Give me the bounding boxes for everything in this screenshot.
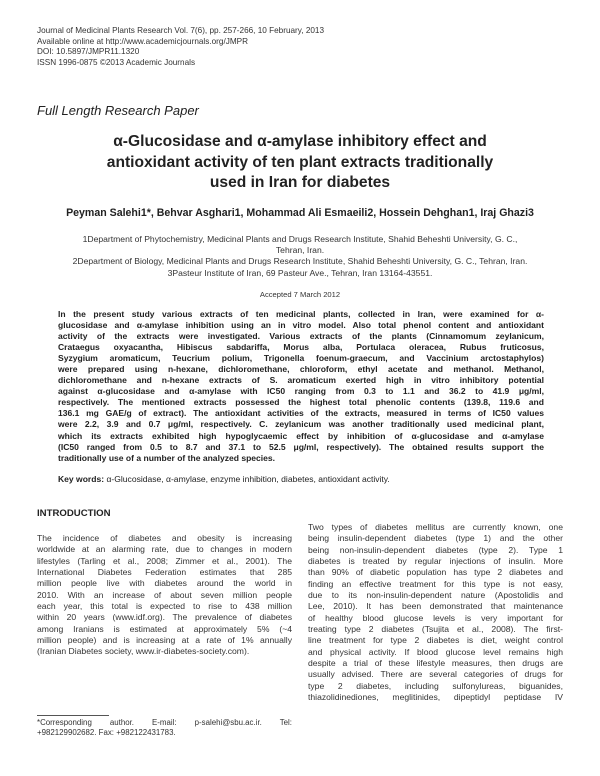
keywords (58, 474, 544, 484)
affiliation-line: 3Pasteur Institute of Iran, 69 Pasteur Ave., Tehran, Iran 13164-43551. (167, 267, 433, 278)
body-line: treating type 2 diabetes (Tsujita et al., 2008). The first- (308, 624, 563, 635)
abstract-line: activity of the extracts were investigated. Various extracts of the plants (Cinnamomum zeylanicum, (58, 331, 544, 342)
section-heading-introduction: INTRODUCTION (37, 508, 111, 519)
body-line: within 20 years (www.idf.org). The prevalence of diabetes (37, 612, 292, 623)
body-line: despite a trial of these lifestyle measures, then drugs are (308, 658, 563, 669)
body-line: usually advised. There are several categories of drugs for (308, 669, 563, 680)
right-column-text (308, 522, 563, 704)
abstract-line: glucosidase and α-amylase inhibition using an in vitro model. Also total phenol content and antioxidant (58, 320, 544, 331)
footnote-line: +982129902682. Fax: +982122431783. (37, 728, 176, 738)
keywords-label: Key words: (58, 474, 105, 484)
abstract-line: were prepared using n-hexane, dichloromethane, chloroform, ethyl acetate and methanol. Methanol, (58, 364, 544, 375)
abstract-line: (IC50 ranged from 0.5 to 8.7 and 37.1 to 52.5 μg/ml, respectively). The obtained results support the (58, 441, 544, 452)
abstract-line: against α-glucosidase and α-amylase with IC50 ranging from 0.3 to 1.1 and 36.2 to 41.9 μg/ml, (58, 386, 544, 397)
body-line: being insulin-dependent diabetes (type 1) and the other (308, 533, 563, 544)
body-line: 2010. With an increase of about seven million people (37, 589, 292, 600)
abstract (58, 309, 544, 464)
body-line: Lee, 2010). It has been demonstrated that maintenance (308, 601, 563, 612)
body-line: million people live with diabetes around the world in (37, 578, 292, 589)
body-line: thiazolidinediones, meglitinides, dipeptidyl peptidase IV (308, 692, 563, 703)
affiliation-line: 2Department of Biology, Medicinal Plants and Drugs Research Institute, Shahid Beheshti University, G. C., Tehran, Iran. (72, 256, 528, 267)
body-line: worldwide at an alarming rate, due to changes in modern (37, 544, 292, 555)
affiliation-line: Tehran, Iran. (275, 245, 325, 256)
header-line: Available online at http://www.academicjournals.org/JMPR (37, 36, 249, 46)
body-line: each year, this total is expected to rise to 438 million (37, 601, 292, 612)
affiliation-line: 1Department of Phytochemistry, Medicinal Plants and Drugs Research Institute, Shahid Beheshti University, G. C., (82, 234, 518, 244)
header-line: DOI: 10.5897/JMPR11.1320 (37, 47, 140, 57)
body-line: (Iranian Diabetes society, www.ir-diabetes-society.com). (37, 646, 250, 657)
abstract-line: dichloromethane and n-hexane extracts of S. aromaticum exerted high in vitro inhibitory potential (58, 375, 544, 386)
header-line: Journal of Medicinal Plants Research Vol. 7(6), pp. 257-266, 10 February, 2013 (37, 26, 325, 35)
body-line: finding an effective treatment for this type is not easy, (308, 578, 563, 589)
abstract-line: Syzygium aromaticum, Teucrium polium, Trigonella foenum-graecum, and Vaccinium arctostaphylos) (58, 353, 544, 364)
abstract-line: which its extracts exhibited high hypoglycaemic effect by inhibition of α-glucosidase and α-amylase (58, 430, 544, 441)
author-list: Peyman Salehi1*, Behvar Asghari1, Mohammad Ali Esmaeili2, Hossein Dehghan1, Iraj Ghazi3 (66, 207, 534, 219)
footnote-divider (37, 715, 109, 716)
header-line: ISSN 1996-0875 ©2013 Academic Journals (37, 57, 196, 67)
footnote-line: *Corresponding author. E-mail: p-salehi@sbu.ac.ir. Tel: (37, 718, 292, 727)
body-line: being non-insulin-dependent diabetes (type 2). Type 1 (308, 544, 563, 555)
abstract-line: 136.1 mg GAE/g of extract). The antioxidant activities of the extracts, measured in terms of IC50 values (58, 408, 544, 419)
title-line: antioxidant activity of ten plant extracts traditionally (106, 153, 494, 171)
abstract-line: Crataegus oxyacantha, Hibiscus sabdariffa, Morus alba, Portulaca oleracea, Rubus fruticosus, (58, 342, 544, 353)
journal-header (37, 26, 324, 68)
body-line: International Diabetes Federation estimates that 285 (37, 567, 292, 578)
paper-title (48, 132, 552, 194)
body-line: than 90% of diabetic population has type 2 diabetes and (308, 567, 563, 578)
body-line: due to its non-insulin-dependent nature (Apostolidis and (308, 590, 563, 601)
article-type: Full Length Research Paper (37, 103, 199, 118)
keywords-text: α-Glucosidase, α-amylase, enzyme inhibition, diabetes, antioxidant activity. (104, 474, 390, 484)
title-line: used in Iran for diabetes (209, 174, 391, 191)
body-line: The incidence of diabetes and obesity is increasing (37, 533, 292, 543)
corresponding-author-footnote (37, 718, 292, 738)
abstract-line: were 2.2, 3.9 and 0.7 μg/ml, respectively. C. zeylanicum was another traditionally used medicinal plant, (58, 419, 544, 430)
body-line: of healthy blood glucose levels is very important for (308, 612, 563, 623)
abstract-line: respectively. The mentioned extracts possessed the highest total phenolic contents (139.8, 119.6 and (58, 397, 544, 408)
body-line: million people) and is increasing at a rate of 1% annually (37, 635, 292, 646)
abstract-line: In the present study various extracts of ten medicinal plants, collected in Iran, were examined for α- (58, 309, 544, 319)
body-line: and physical activity. If blood glucose level remains high (308, 646, 563, 657)
body-line: type 2 diabetes, including sulfonylureas, biguanides, (308, 680, 563, 691)
title-line: α-Glucosidase and α-amylase inhibitory effect and (113, 133, 487, 150)
affiliations (40, 234, 560, 279)
body-line: among Iranians is estimated at approximately 5% (~4 (37, 623, 292, 634)
body-line: line treatment for type 2 diabetes is diet, weight control (308, 635, 563, 646)
accepted-date: Accepted 7 March 2012 (259, 290, 341, 299)
abstract-line: traditionally use of a number of the analyzed species. (58, 452, 276, 463)
body-line: diabetes is treated by regular injections of insulin. More (308, 556, 563, 567)
body-line: lifestyles (Tarling et al., 2008; Zimmer et al., 2001). The (37, 555, 292, 566)
body-line: Two types of diabetes mellitus are currently known, one (308, 522, 563, 532)
left-column-text (37, 533, 292, 658)
